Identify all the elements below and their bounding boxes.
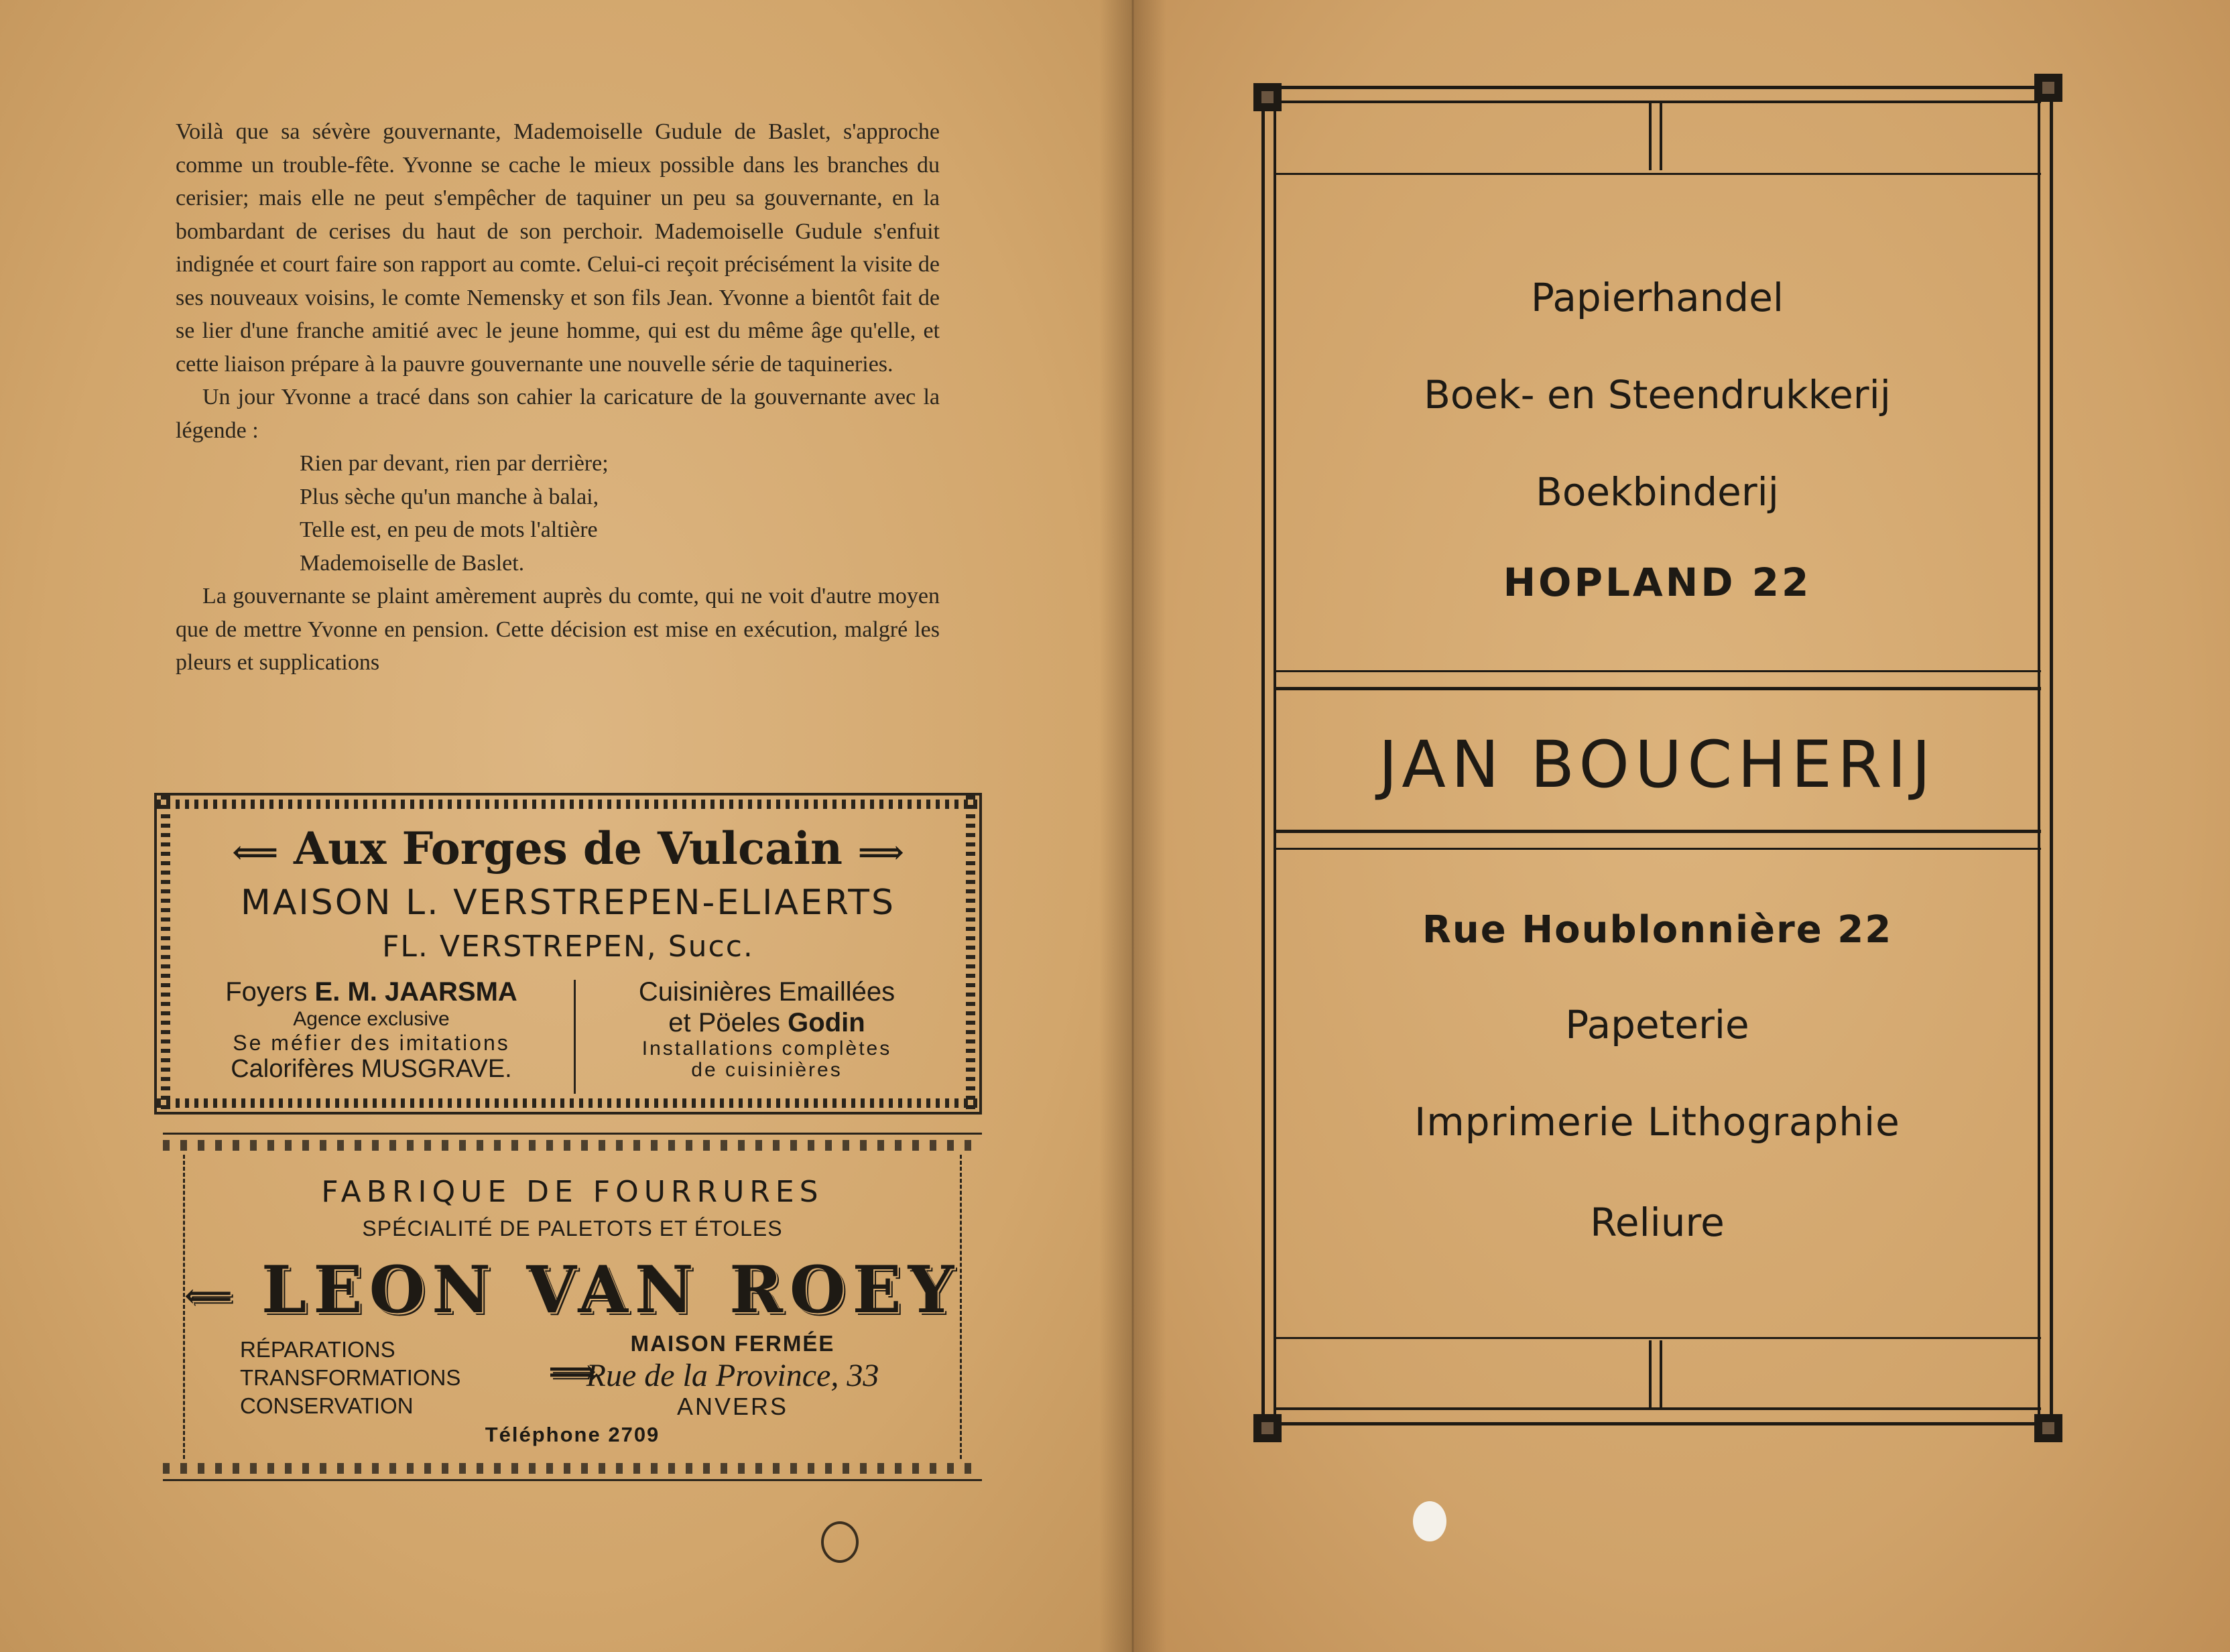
- ornament-border: [157, 800, 979, 809]
- fabrique-heading: FABRIQUE DE FOURRURES: [321, 1175, 824, 1209]
- foyers-line: Foyers E. M. JAARSMA: [225, 977, 517, 1007]
- advertisement-fourrures: [163, 1133, 982, 1481]
- ad-successor: FL. VERSTREPEN, Succ.: [382, 930, 754, 964]
- ornament-border: [163, 1463, 982, 1474]
- book-gutter: [1099, 0, 1166, 1652]
- service-item: TRANSFORMATIONS: [240, 1365, 461, 1390]
- frame-line: [1649, 103, 1652, 170]
- rue-address: Rue Houblonnière 22: [1422, 908, 1893, 952]
- frame-rule: [1274, 173, 2041, 175]
- poem-line: Plus sèche qu'un manche à balai,: [300, 484, 599, 509]
- boek-steendrukkerij: Boek- en Steendrukkerij: [1424, 372, 1891, 418]
- story-paragraph-2: Un jour Yvonne a tracé dans son cahier la caricature de la gouvernante avec la légende :: [176, 385, 940, 443]
- story-text: [176, 115, 940, 680]
- ad-left-column: [184, 976, 559, 1084]
- story-paragraph-1: Voilà que sa sévère gouvernante, Mademoiselle Gudule de Baslet, s'approche comme un trouble-fête. Yvonne se cache le mieux possible dans les branches du cerisier; mais elle ne peut s'empêcher de taquiner un peu sa gouvernante, en la bombardant de cerises du haut de son perchoir. Mademoiselle Gudule s'enfuit indignée et court faire son rapport au comte. Celui-ci reçoit précisément la visite de ses nouveaux voisins, le comte Nemensky et son fils Jean. Yvonne a bientôt fait de se lier d'une franche amitié avec le jeune homme, qui est du même âge qu'elle, et cette liaison prépare à la pauvre gouvernante une nouvelle série de taquineries.: [176, 119, 940, 377]
- frame-rule: [1274, 670, 2041, 672]
- frame-rule: [1274, 830, 2041, 833]
- papeterie: Papeterie: [1565, 1002, 1749, 1047]
- flourish-icon: ⟹: [548, 1351, 597, 1391]
- frame-line: [1274, 101, 2041, 103]
- cuisinieres-line: Cuisinières Emaillées: [638, 977, 895, 1007]
- column-divider: [574, 980, 576, 1094]
- address-block: [525, 1329, 940, 1420]
- poem-line: Mademoiselle de Baslet.: [300, 550, 525, 576]
- ad-title: [157, 822, 979, 875]
- services-list: [240, 1336, 460, 1420]
- city: ANVERS: [676, 1393, 789, 1420]
- street-address: Rue de la Province, 33: [586, 1358, 879, 1393]
- ornament-border: [157, 1098, 979, 1108]
- frame-line: [1274, 1407, 2041, 1410]
- install-line: Installations complètes: [641, 1037, 892, 1060]
- telephone: Téléphone 2709: [485, 1423, 660, 1446]
- business-name: JAN BOUCHERIJ: [1378, 727, 1936, 802]
- advertisement-forges-de-vulcain: [154, 793, 982, 1115]
- flourish-icon: ⟸: [232, 834, 278, 871]
- corner-ornament: [2034, 1414, 2062, 1442]
- reliure: Reliure: [1590, 1200, 1725, 1245]
- ad-title-text: Aux Forges de Vulcain: [293, 822, 843, 875]
- ornament-border: [163, 1140, 982, 1151]
- corner-ornament: [1253, 1414, 1282, 1442]
- frame-line: [1660, 103, 1662, 170]
- hopland-address: HOPLAND 22: [1503, 560, 1812, 605]
- frame-line: [1649, 1340, 1652, 1407]
- service-item: CONSERVATION: [240, 1393, 414, 1418]
- boekbinderij: Boekbinderij: [1536, 469, 1779, 515]
- story-paragraph-3: La gouvernante se plaint amèrement auprès du comte, qui ne voit d'autre moyen que de mettre Yvonne en pension. Cette décision est mise en exécution, malgré les pleurs et supplications: [176, 584, 940, 675]
- poem-line: Telle est, en peu de mots l'altière: [300, 517, 598, 542]
- specialite-line: SPÉCIALITÉ DE PALETOTS ET ÉTOLES: [362, 1216, 783, 1241]
- poem: [300, 447, 940, 580]
- frame-line: [1660, 1340, 1662, 1407]
- frame-rule: [1274, 848, 2041, 850]
- calorif-line: Calorifères MUSGRAVE.: [231, 1055, 512, 1083]
- service-item: RÉPARATIONS: [240, 1337, 395, 1362]
- punch-hole: [1413, 1501, 1446, 1541]
- flourish-icon: ⟸: [184, 1275, 233, 1316]
- furrier-name-text: LEON VAN ROEY: [261, 1252, 961, 1328]
- frame-line: [1274, 86, 2041, 89]
- de-cuisinieres-line: de cuisinières: [691, 1059, 843, 1081]
- papierhandel: Papierhandel: [1530, 275, 1784, 320]
- corner-ornament: [2034, 74, 2062, 102]
- agence-line: Agence exclusive: [293, 1008, 450, 1030]
- frame-line: [1274, 1422, 2041, 1425]
- frame-rule: [1274, 1337, 2041, 1339]
- mefier-line: Se méfier des imitations: [233, 1031, 510, 1055]
- right-page: [1133, 0, 2230, 1652]
- frame-rule: [1274, 687, 2041, 690]
- maison-fermee: MAISON FERMÉE: [630, 1331, 835, 1356]
- poeles-line: et Pöeles Godin: [668, 1008, 865, 1037]
- corner-ornament: [1253, 83, 1282, 111]
- ad-maison: MAISON L. VERSTREPEN-ELIAERTS: [240, 883, 896, 923]
- flourish-icon: ⟹: [857, 834, 904, 871]
- imprimerie-lithographie: Imprimerie Lithographie: [1414, 1099, 1900, 1145]
- ad-right-column: [579, 976, 954, 1081]
- poem-line: Rien par devant, rien par derrière;: [300, 451, 609, 476]
- punch-hole: [821, 1521, 859, 1563]
